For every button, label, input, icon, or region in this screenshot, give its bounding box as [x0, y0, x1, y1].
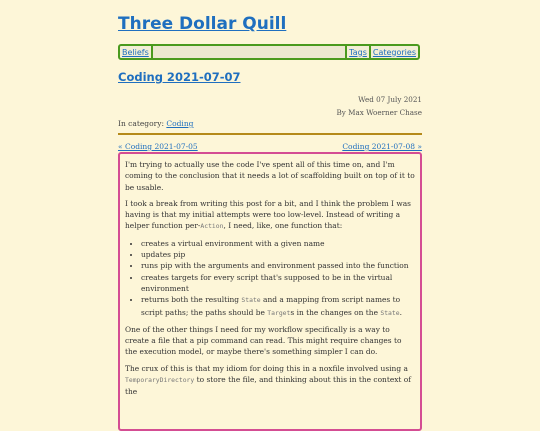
nav-tags-link[interactable]: Tags	[349, 47, 367, 57]
inline-code: TemporaryDirectory	[125, 376, 195, 385]
bullet-list	[125, 238, 415, 319]
nav-spacer	[153, 46, 345, 58]
nav-bar	[118, 44, 420, 60]
paragraph: I'm trying to actually use the code I've spent all of this time on, and I'm coming to the conclusion that it needs a lot of scaffolding built on top of it to be usable.	[125, 160, 415, 192]
text-span: I took a break from writing this post for a bit, and I think the problem I was having is that my initial attempts were too low-level. Instead of writing a helper function per-	[125, 198, 411, 231]
category-label: In category:	[118, 119, 164, 128]
paragraph	[125, 198, 415, 233]
post-author: By Max Woerner Chase	[336, 108, 422, 117]
paragraph: One of the other things I need for my workflow specifically is a way to create a file that a pip command can read. This might require changes to the execution model, or maybe there's something simpler I can do.	[125, 324, 402, 357]
site-title-link[interactable]: Three Dollar Quill	[118, 14, 287, 34]
prev-post-link[interactable]: « Coding 2021-07-05	[118, 142, 198, 151]
divider	[118, 133, 422, 135]
list-item: • creates a virtual environment with a given name	[141, 238, 415, 249]
list-item	[141, 294, 415, 319]
nav-beliefs-link[interactable]: Beliefs	[122, 47, 149, 57]
post-content	[118, 152, 422, 431]
text-span: .	[399, 307, 402, 317]
inline-code: Target	[267, 308, 291, 317]
text-span: to store the file, and thinking about this in the context of the	[125, 375, 412, 397]
text-span: s in the changes on the	[290, 307, 381, 317]
post-category	[118, 119, 193, 128]
next-post-link[interactable]: Coding 2021-07-08 »	[342, 142, 422, 151]
nav-categories-link[interactable]: Categories	[372, 47, 416, 57]
post-date: Wed 07 July 2021	[358, 95, 422, 104]
inline-code: State	[241, 296, 261, 305]
text-span: returns both the resulting	[141, 295, 242, 305]
text-span: The crux of this is that my idiom for doing this in a noxfile involved using a	[125, 363, 408, 373]
inline-code: State	[380, 308, 400, 317]
list-item: • creates targets for every script that's supposed to be in the virtual environment	[141, 272, 415, 295]
list-item: • runs pip with the arguments and environment passed into the function	[141, 260, 415, 271]
post-title-link[interactable]: Coding 2021-07-07	[118, 70, 241, 84]
text-span: , I need, like, one function that:	[223, 221, 343, 231]
inline-code: Action	[200, 222, 224, 231]
category-link[interactable]: Coding	[166, 119, 194, 128]
list-item: • updates pip	[141, 249, 415, 260]
text-span: and a mapping from script names to script paths; the paths should be	[141, 295, 401, 317]
paragraph	[125, 363, 415, 398]
